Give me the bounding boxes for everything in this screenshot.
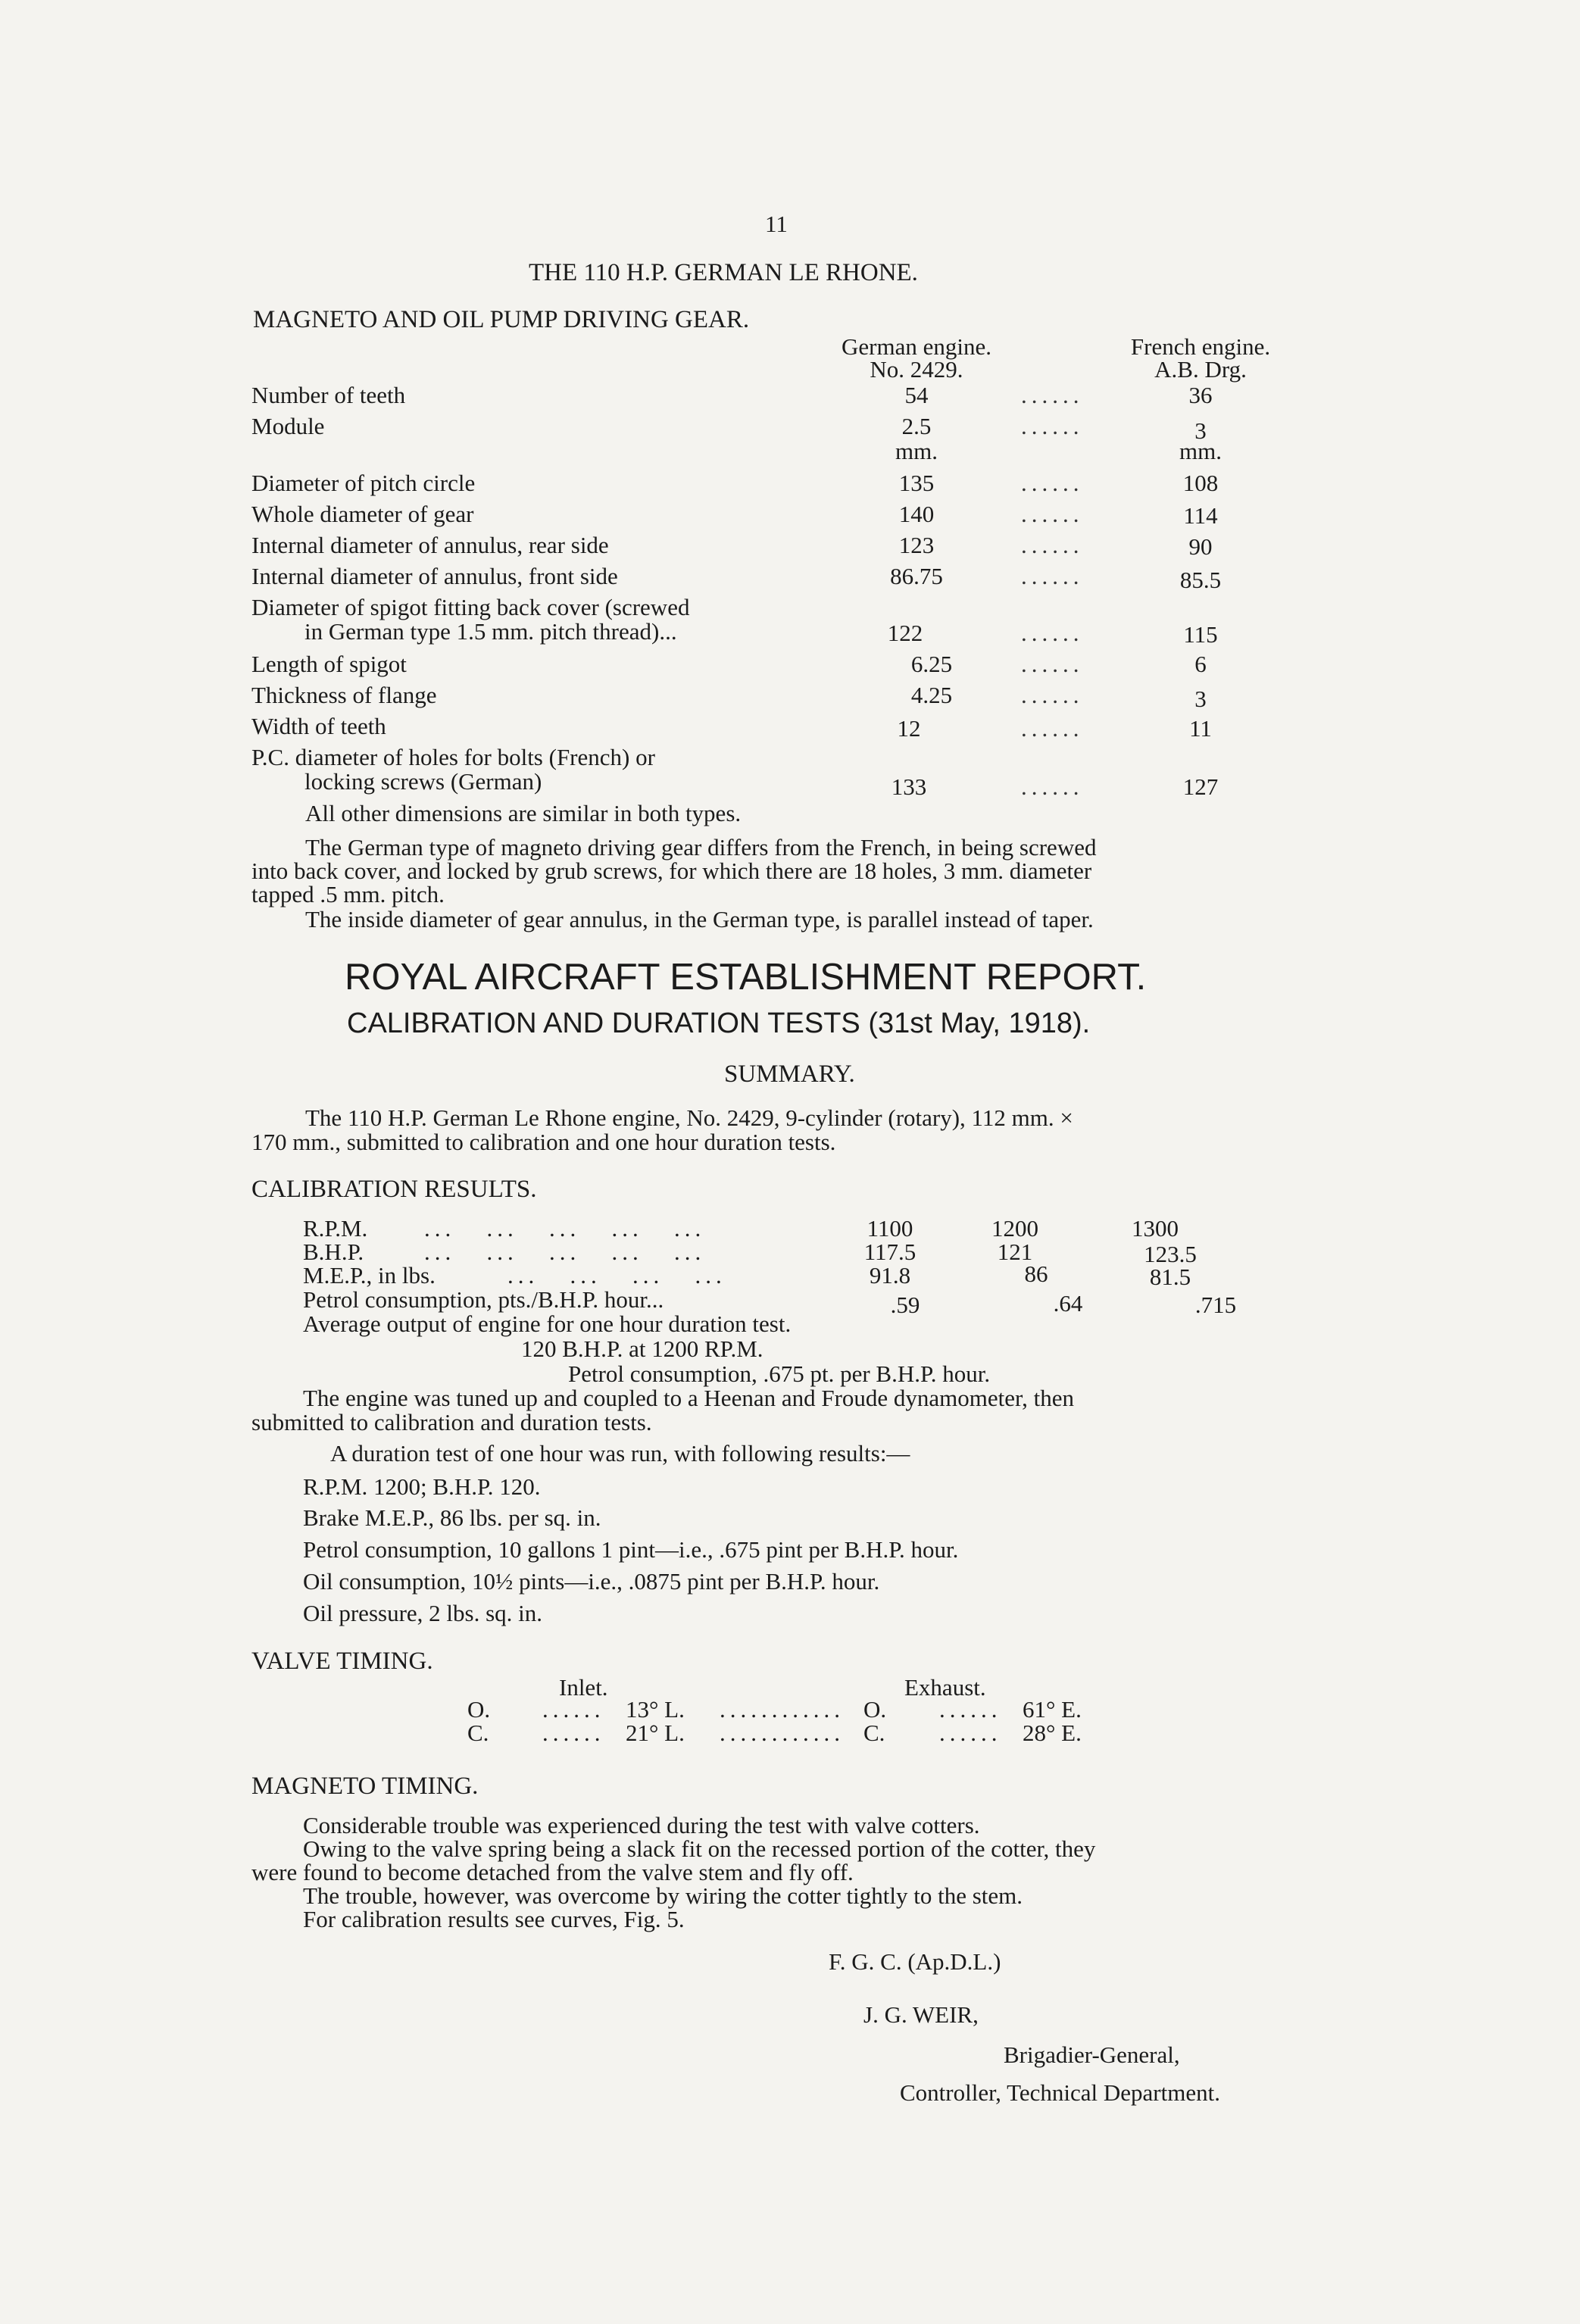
magneto-timing-text: Considerable trouble was experienced during the test with valve cotters. xyxy=(303,1812,980,1838)
table-cell-german: 54 xyxy=(904,382,929,408)
table-cell-german: 2.5 xyxy=(901,413,932,439)
leader-dots: ...... xyxy=(1021,715,1084,742)
table-cell-german: 12 xyxy=(897,715,921,742)
signature-position: Controller, Technical Department. xyxy=(900,2079,1220,2106)
table-row-label: Thickness of flange xyxy=(251,682,437,708)
leader-dots: ............ xyxy=(720,1720,845,1746)
calibration-cell: .715 xyxy=(1194,1292,1237,1318)
summary-text: The 110 H.P. German Le Rhone engine, No. 2429, 9-cylinder (rotary), 112 mm. × xyxy=(305,1104,1073,1131)
leader-dots: ...... xyxy=(1021,773,1084,800)
table-cell-german: 133 xyxy=(891,773,927,800)
table-row-label: locking screws (German) xyxy=(304,768,542,795)
magneto-paragraph: tapped .5 mm. pitch. xyxy=(251,881,445,907)
calibration-row-label: Petrol consumption, pts./B.H.P. hour... xyxy=(303,1286,664,1313)
table-cell-german: 6.25 xyxy=(910,651,953,677)
french-col-subhead: A.B. Drg. xyxy=(1154,356,1247,383)
valve-timing-heading: VALVE TIMING. xyxy=(251,1648,433,1675)
valve-inlet: 21° L. xyxy=(626,1720,685,1746)
signature-name: J. G. WEIR, xyxy=(863,2001,979,2028)
magneto-timing-text: The trouble, however, was overcome by wiring the cotter tightly to the stem. xyxy=(303,1882,1023,1909)
table-cell-german: mm. xyxy=(895,438,938,464)
magneto-timing-text: For calibration results see curves, Fig. 5. xyxy=(303,1906,685,1932)
signature-rank: Brigadier-General, xyxy=(1004,2041,1180,2068)
table-cell-french: mm. xyxy=(1179,438,1222,464)
table-row-label: Internal diameter of annulus, front side xyxy=(251,563,618,589)
calibration-cell: 81.5 xyxy=(1149,1264,1191,1290)
magneto-paragraph: The inside diameter of gear annulus, in the German type, is parallel instead of taper. xyxy=(305,906,1094,932)
summary-heading: SUMMARY. xyxy=(724,1060,855,1088)
table-row-label: P.C. diameter of holes for bolts (French) or xyxy=(251,744,655,770)
calibration-cell: 117.5 xyxy=(863,1239,916,1265)
magneto-timing-text: Owing to the valve spring being a slack fit on the recessed portion of the cotter, they xyxy=(303,1835,1096,1862)
page-number: 11 xyxy=(765,211,788,237)
calibration-cell: 1300 xyxy=(1132,1215,1179,1242)
table-row-label: in German type 1.5 mm. pitch thread)... xyxy=(304,618,677,645)
table-cell-french: 36 xyxy=(1188,382,1213,408)
leader-dots: ...... xyxy=(1021,563,1084,589)
calibration-cell: .64 xyxy=(1053,1290,1083,1317)
signature-initials: F. G. C. (Ap.D.L.) xyxy=(829,1948,1001,1975)
table-row-label: Module xyxy=(251,413,325,439)
table-cell-french: 6 xyxy=(1194,651,1207,677)
calibration-cell: 121 xyxy=(997,1239,1033,1265)
valve-exhaust: 28° E. xyxy=(1023,1720,1082,1746)
table-row-label: Internal diameter of annulus, rear side xyxy=(251,532,609,558)
valve-key: O. xyxy=(863,1696,887,1723)
leader-dots: ............ xyxy=(720,1696,845,1723)
calibration-cell: 91.8 xyxy=(869,1262,911,1289)
table-cell-german: 135 xyxy=(898,470,935,496)
leader-dots: ... ... ... ... ... xyxy=(424,1239,706,1265)
calibration-cell: 86 xyxy=(1024,1260,1048,1287)
page-title: THE 110 H.P. GERMAN LE RHONE. xyxy=(529,259,918,286)
calibration-cell: .59 xyxy=(890,1292,920,1318)
table-cell-german: 123 xyxy=(898,532,935,558)
table-cell-french: 115 xyxy=(1183,621,1218,648)
report-subtitle: CALIBRATION AND DURATION TESTS (31st May, 1918). xyxy=(347,1007,1091,1039)
average-output: Average output of engine for one hour duration test. xyxy=(303,1310,792,1337)
valve-exhaust: 61° E. xyxy=(1023,1696,1082,1723)
table-row-label: Length of spigot xyxy=(251,651,407,677)
leader-dots: ...... xyxy=(1021,413,1084,439)
duration-result: Brake M.E.P., 86 lbs. per sq. in. xyxy=(303,1504,601,1531)
calibration-row-label: M.E.P., in lbs. xyxy=(303,1262,436,1289)
table-row-label: Width of teeth xyxy=(251,713,386,739)
calibration-row-label: B.H.P. xyxy=(303,1239,364,1265)
table-cell-german: 122 xyxy=(887,620,923,646)
table-row-label: Diameter of pitch circle xyxy=(251,470,476,496)
table-cell-french: 11 xyxy=(1189,715,1212,742)
table-cell-german: 86.75 xyxy=(890,563,943,589)
tuned-text: The engine was tuned up and coupled to a Heenan and Froude dynamometer, then xyxy=(303,1385,1074,1411)
magneto-timing-heading: MAGNETO TIMING. xyxy=(251,1773,479,1800)
valve-key: C. xyxy=(467,1720,489,1746)
table-cell-german: 140 xyxy=(898,501,935,527)
magneto-heading: MAGNETO AND OIL PUMP DRIVING GEAR. xyxy=(253,306,750,333)
magneto-note: All other dimensions are similar in both types. xyxy=(305,800,742,826)
average-petrol: Petrol consumption, .675 pt. per B.H.P. hour. xyxy=(568,1360,991,1387)
duration-result: Oil pressure, 2 lbs. sq. in. xyxy=(303,1600,543,1626)
tuned-text: submitted to calibration and duration tests. xyxy=(251,1409,652,1435)
valve-key: C. xyxy=(863,1720,885,1746)
duration-result: Oil consumption, 10½ pints—i.e., .0875 pint per B.H.P. hour. xyxy=(303,1568,880,1595)
table-cell-german: 4.25 xyxy=(910,682,953,708)
magneto-paragraph: The German type of magneto driving gear differs from the French, in being screwed xyxy=(305,834,1097,861)
inlet-head: Inlet. xyxy=(559,1674,608,1701)
calibration-cell: 123.5 xyxy=(1144,1241,1197,1267)
german-col-head: German engine. xyxy=(842,333,991,360)
valve-key: O. xyxy=(467,1696,491,1723)
french-col-head: French engine. xyxy=(1130,333,1271,360)
leader-dots: ...... xyxy=(1021,470,1084,496)
leader-dots: ... ... ... ... xyxy=(507,1262,726,1289)
table-cell-french: 3 xyxy=(1194,417,1207,444)
summary-text: 170 mm., submitted to calibration and one hour duration tests. xyxy=(251,1129,836,1155)
leader-dots: ...... xyxy=(1021,501,1084,527)
leader-dots: ...... xyxy=(1021,651,1084,677)
calibration-heading: CALIBRATION RESULTS. xyxy=(251,1176,537,1203)
leader-dots: ...... xyxy=(1021,532,1084,558)
german-col-subhead: No. 2429. xyxy=(870,356,963,383)
duration-intro: A duration test of one hour was run, with following results:— xyxy=(330,1440,910,1467)
table-cell-french: 3 xyxy=(1194,686,1207,712)
leader-dots: ...... xyxy=(1021,682,1084,708)
valve-inlet: 13° L. xyxy=(626,1696,685,1723)
leader-dots: ...... xyxy=(939,1696,1002,1723)
duration-result: Petrol consumption, 10 gallons 1 pint—i.e., .675 pint per B.H.P. hour. xyxy=(303,1536,959,1563)
leader-dots: ...... xyxy=(939,1720,1002,1746)
duration-result: R.P.M. 1200; B.H.P. 120. xyxy=(303,1473,541,1500)
report-title: ROYAL AIRCRAFT ESTABLISHMENT REPORT. xyxy=(345,957,1147,998)
table-cell-french: 114 xyxy=(1183,502,1218,529)
calibration-row-label: R.P.M. xyxy=(303,1215,368,1242)
table-cell-french: 90 xyxy=(1188,533,1213,560)
table-cell-french: 108 xyxy=(1182,470,1219,496)
table-row-label: Whole diameter of gear xyxy=(251,501,474,527)
average-bhp: 120 B.H.P. at 1200 RP.M. xyxy=(521,1335,763,1362)
table-cell-french: 85.5 xyxy=(1179,567,1222,593)
leader-dots: ...... xyxy=(1021,382,1084,408)
magneto-timing-text: were found to become detached from the valve stem and fly off. xyxy=(251,1859,854,1885)
magneto-paragraph: into back cover, and locked by grub screws, for which there are 18 holes, 3 mm. diameter xyxy=(251,857,1092,884)
table-cell-french: 127 xyxy=(1182,773,1219,800)
leader-dots: ...... xyxy=(542,1696,605,1723)
calibration-cell: 1100 xyxy=(867,1215,913,1242)
table-row-label: Diameter of spigot fitting back cover (screwed xyxy=(251,594,690,620)
leader-dots: ...... xyxy=(1021,620,1084,646)
table-row-label: Number of teeth xyxy=(251,382,406,408)
calibration-cell: 1200 xyxy=(991,1215,1038,1242)
leader-dots: ... ... ... ... ... xyxy=(424,1215,706,1242)
leader-dots: ...... xyxy=(542,1720,605,1746)
exhaust-head: Exhaust. xyxy=(904,1674,986,1701)
